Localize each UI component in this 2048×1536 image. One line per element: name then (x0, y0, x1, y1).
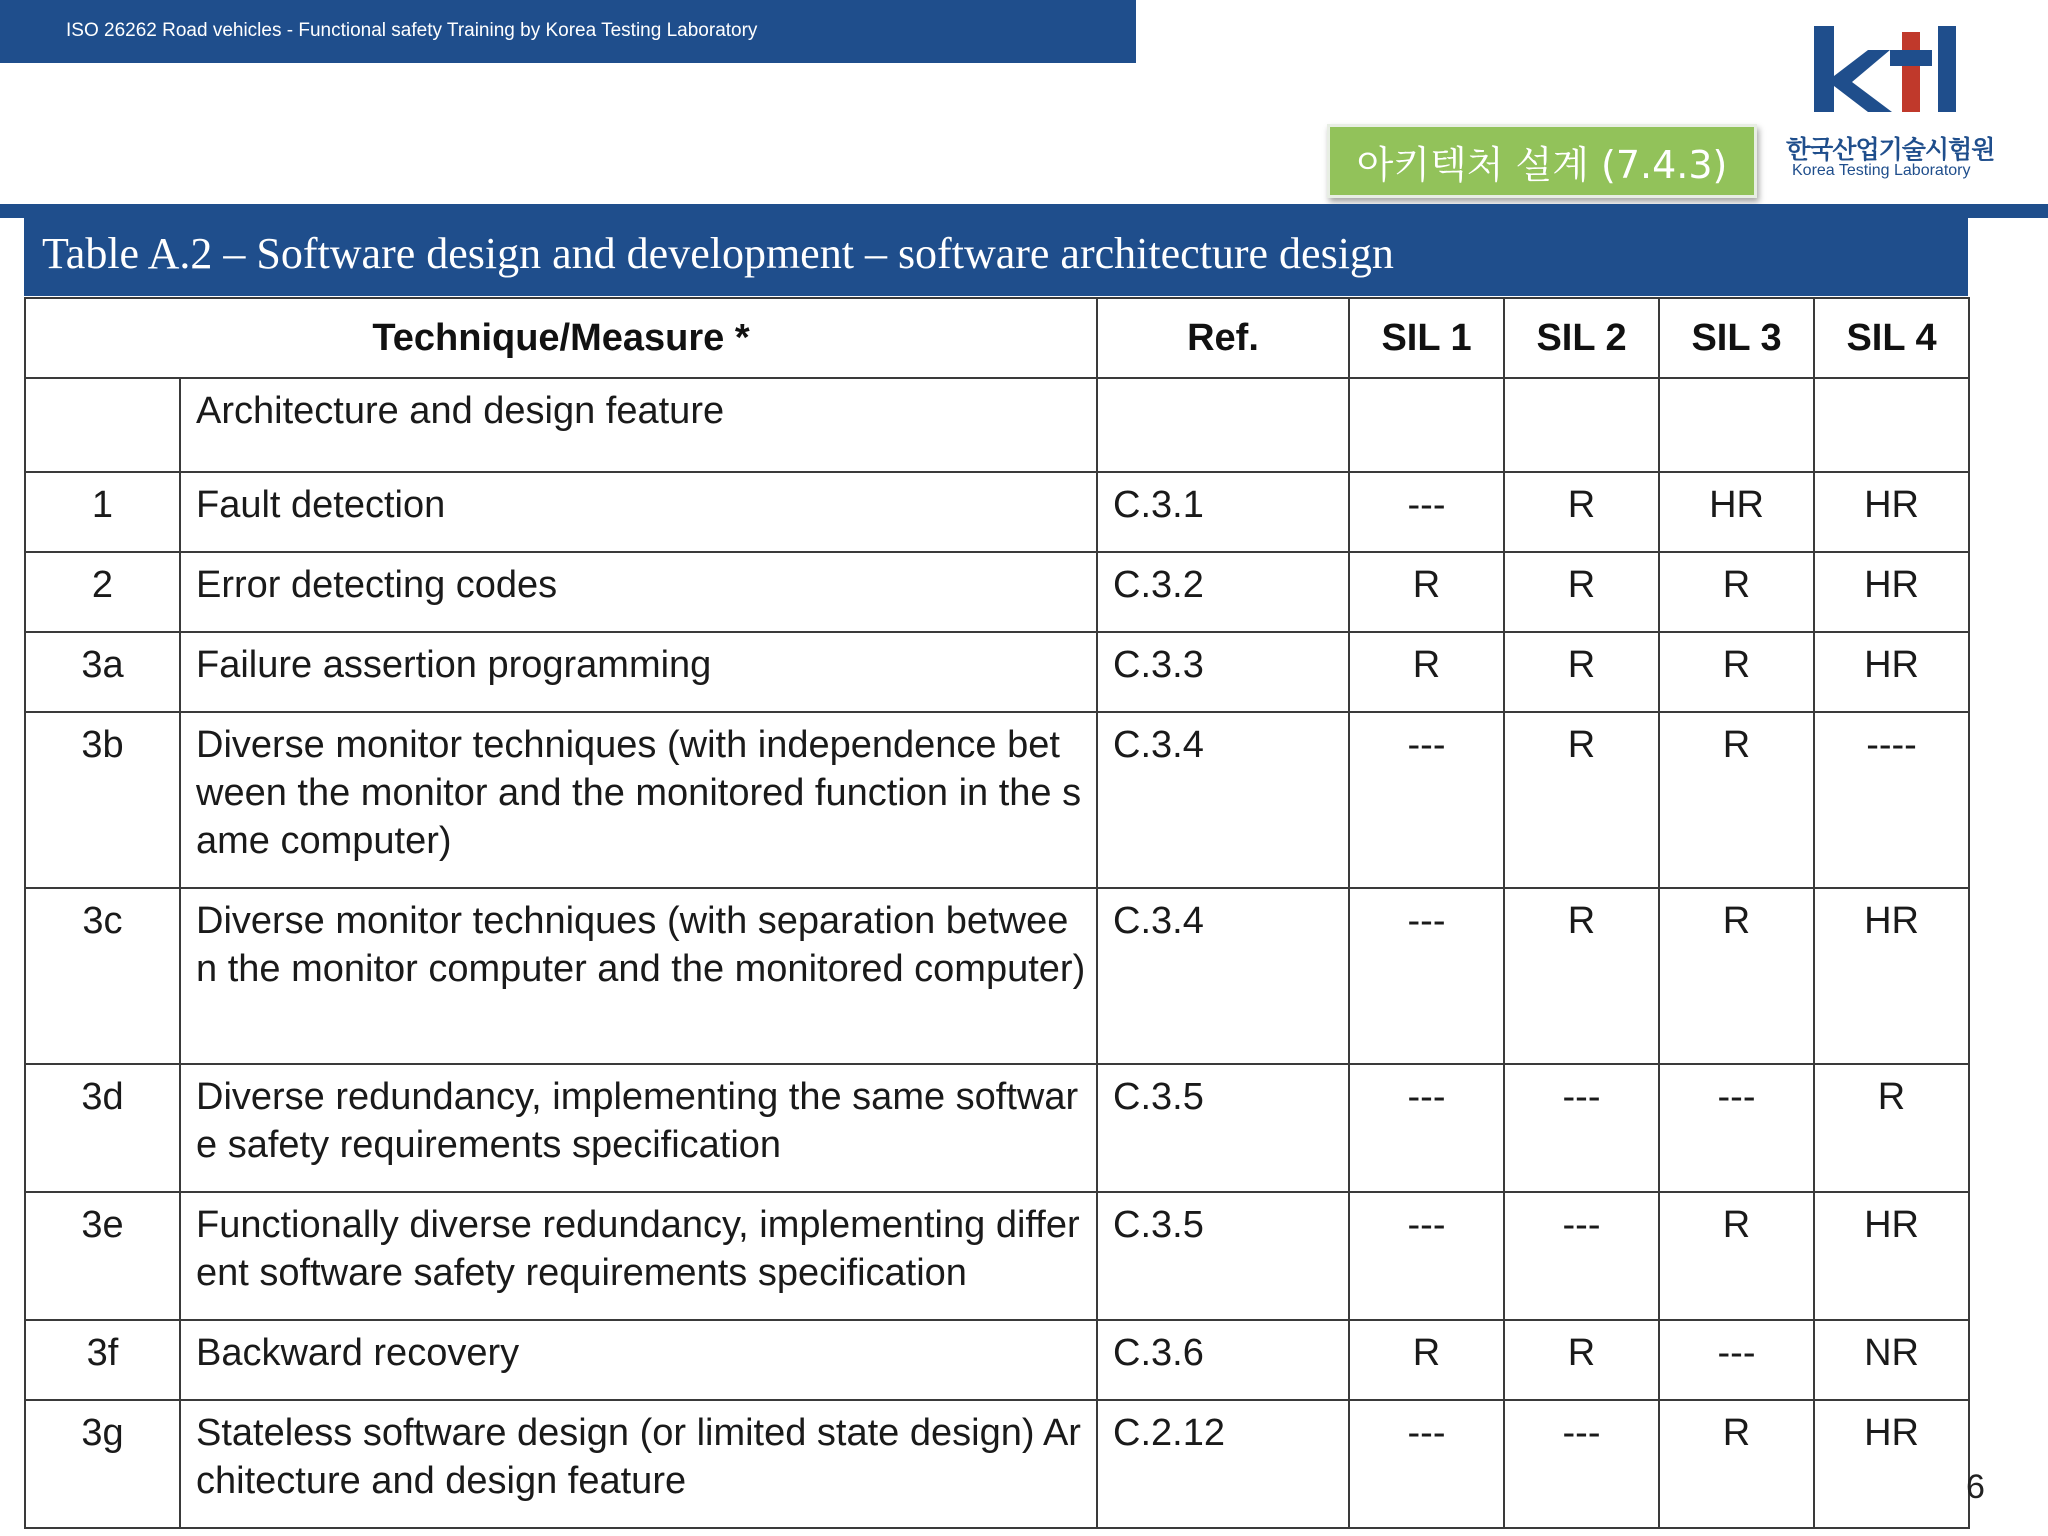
header-title: ISO 26262 Road vehicles - Functional safety Training by Korea Testing Laboratory (66, 20, 758, 41)
row-sil1: R (1349, 1320, 1504, 1400)
row-sil3: R (1659, 552, 1814, 632)
row-sil2: --- (1504, 1192, 1659, 1320)
row-ref: C.3.3 (1097, 632, 1349, 712)
row-num: 3f (25, 1320, 180, 1400)
row-technique: Error detecting codes (180, 552, 1097, 632)
row-ref: C.3.4 (1097, 888, 1349, 1064)
logo-korean-name: 한국산업기술시험원 (1786, 135, 1995, 164)
section-badge: 아키텍처 설계 (7.4.3) (1327, 124, 1757, 198)
row-sil4: HR (1814, 888, 1969, 1064)
row-sil1: --- (1349, 1192, 1504, 1320)
row-num: 3e (25, 1192, 180, 1320)
row-sil3: R (1659, 888, 1814, 1064)
row-sil4: HR (1814, 472, 1969, 552)
table-title: Table A.2 – Software design and development – software architecture design (42, 229, 1394, 278)
table-row (25, 472, 1969, 552)
row-sil4: HR (1814, 632, 1969, 712)
row-num: 3a (25, 632, 180, 712)
table-row (25, 632, 1969, 712)
row-num: 3d (25, 1064, 180, 1192)
row-num: 2 (25, 552, 180, 632)
table-row (25, 1320, 1969, 1400)
page-number: 6 (1966, 1468, 1985, 1506)
table-row (25, 1400, 1969, 1528)
row-sil2: R (1504, 472, 1659, 552)
row-sil2: R (1504, 712, 1659, 888)
row-num: 3c (25, 888, 180, 1064)
row-num: 3b (25, 712, 180, 888)
row-technique: Diverse redundancy, implementing the same software safety requirements specification (180, 1064, 1097, 1192)
row-sil1: --- (1349, 1064, 1504, 1192)
row-sil4: R (1814, 1064, 1969, 1192)
section-sil1 (1349, 378, 1504, 472)
row-sil3: --- (1659, 1320, 1814, 1400)
row-sil2: R (1504, 888, 1659, 1064)
table-row (25, 1064, 1969, 1192)
section-label: Architecture and design feature (180, 378, 1097, 472)
row-sil1: --- (1349, 888, 1504, 1064)
row-technique: Fault detection (180, 472, 1097, 552)
row-sil3: R (1659, 1192, 1814, 1320)
row-sil3: R (1659, 712, 1814, 888)
row-sil1: --- (1349, 1400, 1504, 1528)
row-sil2: R (1504, 552, 1659, 632)
header-sil2: SIL 2 (1504, 298, 1659, 378)
row-sil4: HR (1814, 552, 1969, 632)
row-technique: Diverse monitor techniques (with independence between the monitor and the monitored function in the same computer) (180, 712, 1097, 888)
row-technique: Stateless software design (or limited state design) Architecture and design feature (180, 1400, 1097, 1528)
table-row (25, 888, 1969, 1064)
section-ref (1097, 378, 1349, 472)
row-sil3: R (1659, 632, 1814, 712)
row-sil2: --- (1504, 1064, 1659, 1192)
row-technique: Functionally diverse redundancy, implementing different software safety requirements specification (180, 1192, 1097, 1320)
ktl-logo (1780, 24, 1995, 184)
row-sil3: --- (1659, 1064, 1814, 1192)
technique-table (24, 297, 1970, 1529)
section-sil4 (1814, 378, 1969, 472)
row-sil2: --- (1504, 1400, 1659, 1528)
header-sil3: SIL 3 (1659, 298, 1814, 378)
row-ref: C.2.12 (1097, 1400, 1349, 1528)
row-sil4: HR (1814, 1400, 1969, 1528)
row-ref: C.3.2 (1097, 552, 1349, 632)
row-sil3: HR (1659, 472, 1814, 552)
row-sil1: --- (1349, 472, 1504, 552)
row-sil3: R (1659, 1400, 1814, 1528)
ktl-logo-mark (1810, 24, 1960, 116)
section-row (25, 378, 1969, 472)
row-sil1: --- (1349, 712, 1504, 888)
row-ref: C.3.5 (1097, 1064, 1349, 1192)
row-sil1: R (1349, 552, 1504, 632)
row-ref: C.3.5 (1097, 1192, 1349, 1320)
row-sil4: NR (1814, 1320, 1969, 1400)
row-num: 1 (25, 472, 180, 552)
section-sil3 (1659, 378, 1814, 472)
header-sil1: SIL 1 (1349, 298, 1504, 378)
table-header-row (25, 298, 1969, 378)
header-technique: Technique/Measure * (25, 298, 1097, 378)
row-num: 3g (25, 1400, 180, 1528)
table-row (25, 552, 1969, 632)
row-ref: C.3.6 (1097, 1320, 1349, 1400)
header-bar (0, 0, 1136, 63)
header-sil4: SIL 4 (1814, 298, 1969, 378)
row-sil1: R (1349, 632, 1504, 712)
row-sil4: ---- (1814, 712, 1969, 888)
table-row (25, 1192, 1969, 1320)
row-technique: Diverse monitor techniques (with separation between the monitor computer and the monitored computer) (180, 888, 1097, 1064)
section-num (25, 378, 180, 472)
row-ref: C.3.1 (1097, 472, 1349, 552)
row-ref: C.3.4 (1097, 712, 1349, 888)
section-sil2 (1504, 378, 1659, 472)
row-technique: Failure assertion programming (180, 632, 1097, 712)
table-row (25, 712, 1969, 888)
table-title-bar (24, 212, 1968, 296)
row-sil2: R (1504, 632, 1659, 712)
header-ref: Ref. (1097, 298, 1349, 378)
logo-english-name: Korea Testing Laboratory (1792, 162, 1971, 179)
row-technique: Backward recovery (180, 1320, 1097, 1400)
row-sil4: HR (1814, 1192, 1969, 1320)
row-sil2: R (1504, 1320, 1659, 1400)
